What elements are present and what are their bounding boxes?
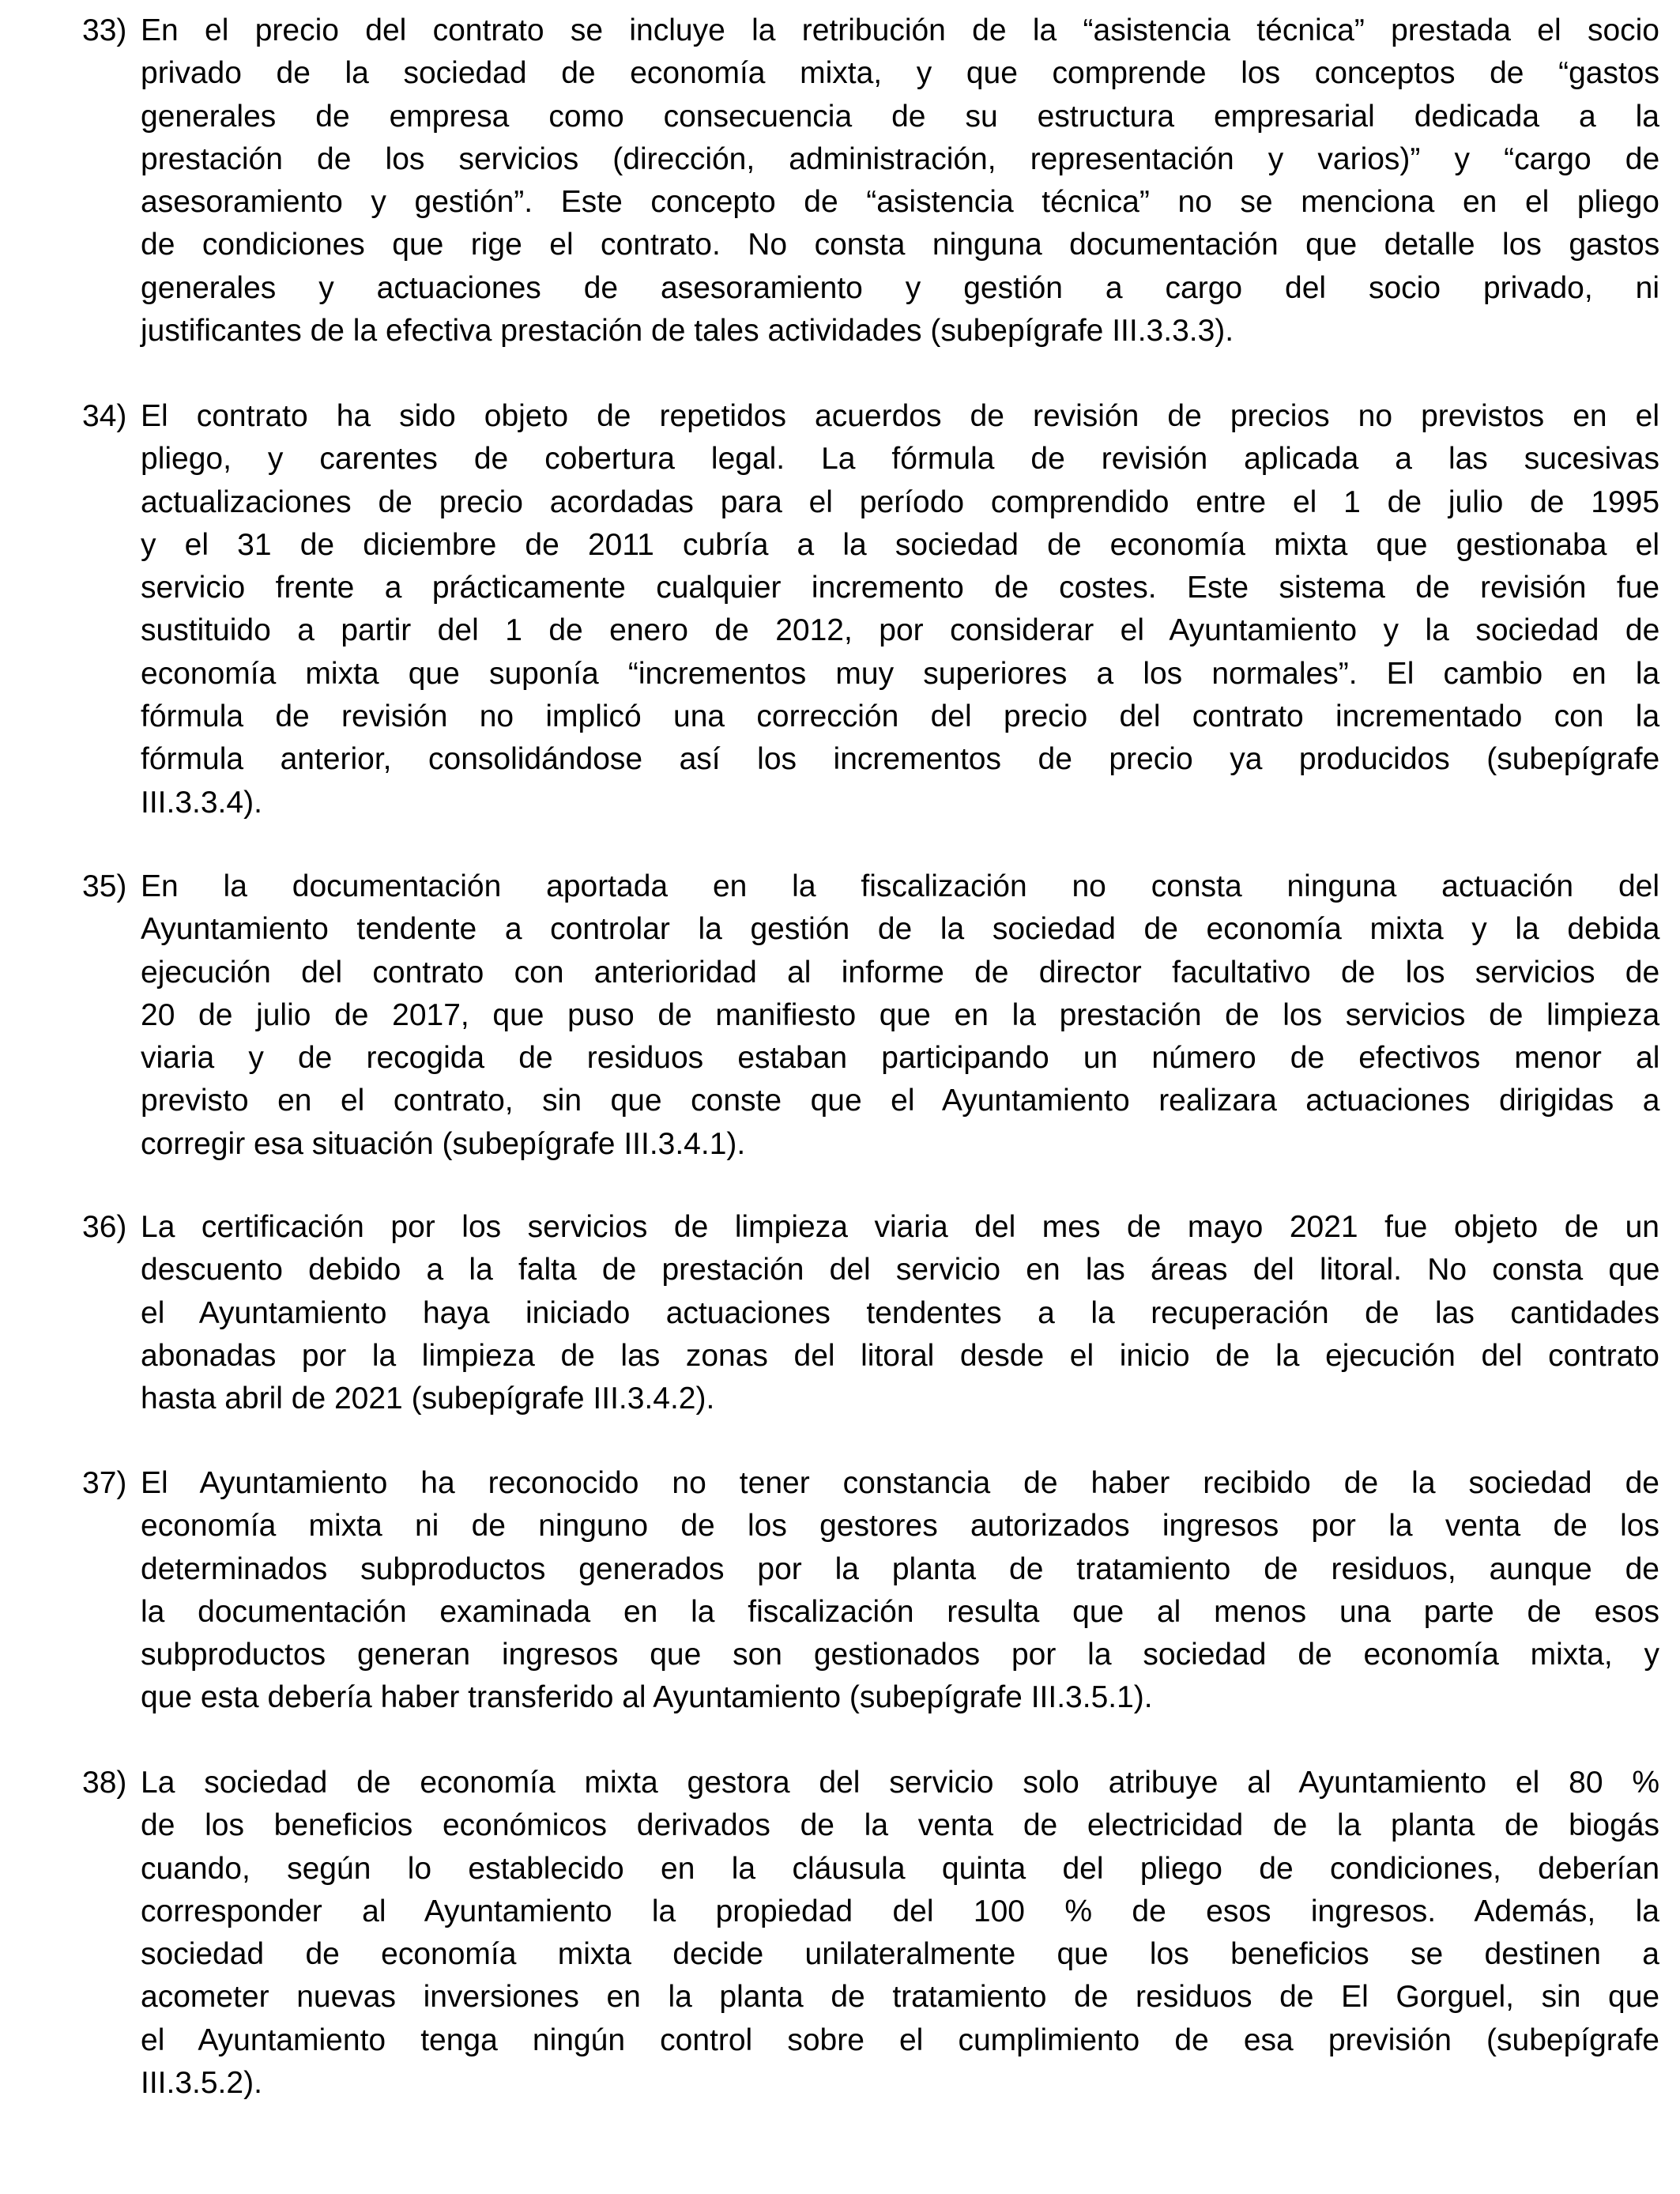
paragraph-text [141,1462,1659,1720]
text-line: generales y actuaciones de asesoramiento y gestión a cargo del socio privado, ni [141,270,1659,305]
text-line: servicio frente a prácticamente cualquier incremento de costes. Este sistema de revisión fue [141,571,1660,605]
text-line: la documentación examinada en la fiscalización resulta que al menos una parte de esos [141,1594,1659,1629]
paragraph-text [141,1206,1659,1420]
text-line: fórmula de revisión no implicó una corrección del precio del contrato incrementado con la [141,699,1660,734]
text-line: III.3.5.2). [141,2066,262,2101]
text-line: descuento debido a la falta de prestación del servicio en las áreas del litoral. No consta que [141,1253,1660,1287]
text-line: El contrato ha sido objeto de repetidos acuerdos de revisión de precios no previstos en el [141,399,1659,433]
text-line: Ayuntamiento tendente a controlar la gestión de la sociedad de economía mixta y la debida [141,912,1660,947]
text-line: La sociedad de economía mixta gestora del servicio solo atribuye al Ayuntamiento el 80 % [141,1766,1660,1800]
text-line: el Ayuntamiento tenga ningún control sobre el cumplimiento de esa previsión (subepígrafe [141,2022,1659,2057]
text-line: privado de la sociedad de economía mixta, y que comprende los conceptos de “gastos [141,56,1659,91]
text-line: pliego, y carentes de cobertura legal. La fórmula de revisión aplicada a las sucesivas [141,442,1659,477]
text-line: subproductos generan ingresos que son gestionados por la sociedad de economía mixta, y [141,1638,1659,1672]
text-line: de los beneficios económicos derivados de la venta de electricidad de la planta de biogás [141,1808,1659,1843]
text-line: corregir esa situación (subepígrafe III.3.4.1). [141,1126,746,1161]
paragraph-number: 35) [82,869,127,903]
text-line: corresponder al Ayuntamiento la propiedad del 100 % de esos ingresos. Además, la [141,1894,1659,1928]
text-line: que esta debería haber transferido al Ayuntamiento (subepígrafe III.3.5.1). [141,1680,1153,1715]
text-line: La certificación por los servicios de limpieza viaria del mes de mayo 2021 fue objeto de un [141,1210,1659,1244]
text-line: de condiciones que rige el contrato. No consta ninguna documentación que detalle los gastos [141,228,1660,262]
text-line: generales de empresa como consecuencia de su estructura empresarial dedicada a la [141,99,1659,134]
text-line: 20 de julio de 2017, que puso de manifiesto que en la prestación de los servicios de limpieza [141,997,1660,1032]
paragraph-number: 36) [82,1210,127,1244]
paragraph-text [141,865,1659,1166]
text-line: sustituido a partir del 1 de enero de 2012, por considerar el Ayuntamiento y la sociedad de [141,613,1660,648]
text-line: acometer nuevas inversiones en la planta de tratamiento de residuos de El Gorguel, sin que [141,1980,1660,2015]
text-line: III.3.3.4). [141,785,262,820]
text-line: En la documentación aportada en la fiscalización no consta ninguna actuación del [141,869,1659,903]
text-line: economía mixta ni de ninguno de los gestores autorizados ingresos por la venta de los [141,1509,1659,1544]
text-line: previsto en el contrato, sin que conste que el Ayuntamiento realizara actuaciones dirigidas a [141,1084,1660,1118]
text-line: ejecución del contrato con anterioridad al informe de director facultativo de los servicios de [141,955,1660,990]
text-line: hasta abril de 2021 (subepígrafe III.3.4.2). [141,1382,715,1416]
text-line: actualizaciones de precio acordadas para el período comprendido entre el 1 de julio de 1995 [141,484,1660,519]
text-line: fórmula anterior, consolidándose así los incrementos de precio ya producidos (subepígrafe [141,742,1660,777]
text-line: asesoramiento y gestión”. Este concepto de “asistencia técnica” no se menciona en el pliego [141,185,1659,220]
paragraph-number: 37) [82,1466,127,1500]
text-line: En el precio del contrato se incluye la retribución de la “asistencia técnica” prestada el socio [141,13,1659,47]
text-line: determinados subproductos generados por la planta de tratamiento de residuos, aunque de [141,1551,1659,1586]
text-line: prestación de los servicios (dirección, administración, representación y varios)” y “cargo de [141,141,1660,176]
text-line: abonadas por la limpieza de las zonas del litoral desde el inicio de la ejecución del contrato [141,1338,1659,1373]
paragraph-number: 38) [82,1766,127,1800]
text-line: viaria y de recogida de residuos estaban participando un número de efectivos menor al [141,1041,1660,1076]
text-line: sociedad de economía mixta decide unilateralmente que los beneficios se destinen a [141,1937,1659,1972]
paragraph-number: 34) [82,399,127,433]
paragraph-text [141,395,1659,824]
text-line: y el 31 de diciembre de 2011 cubría a la sociedad de economía mixta que gestionaba el [141,527,1659,562]
text-line: justificantes de la efectiva prestación de tales actividades (subepígrafe III.3.3.3). [141,314,1234,349]
text-line: el Ayuntamiento haya iniciado actuaciones tendentes a la recuperación de las cantidades [141,1295,1659,1330]
text-line: El Ayuntamiento ha reconocido no tener constancia de haber recibido de la sociedad de [141,1466,1659,1500]
text-line: cuando, según lo establecido en la cláusula quinta del pliego de condiciones, deberían [141,1851,1660,1886]
paragraph-text [141,9,1659,352]
paragraph-number: 33) [82,13,127,47]
text-line: economía mixta que suponía “incrementos muy superiores a los normales”. El cambio en la [141,656,1660,691]
paragraph-text [141,1762,1659,2105]
